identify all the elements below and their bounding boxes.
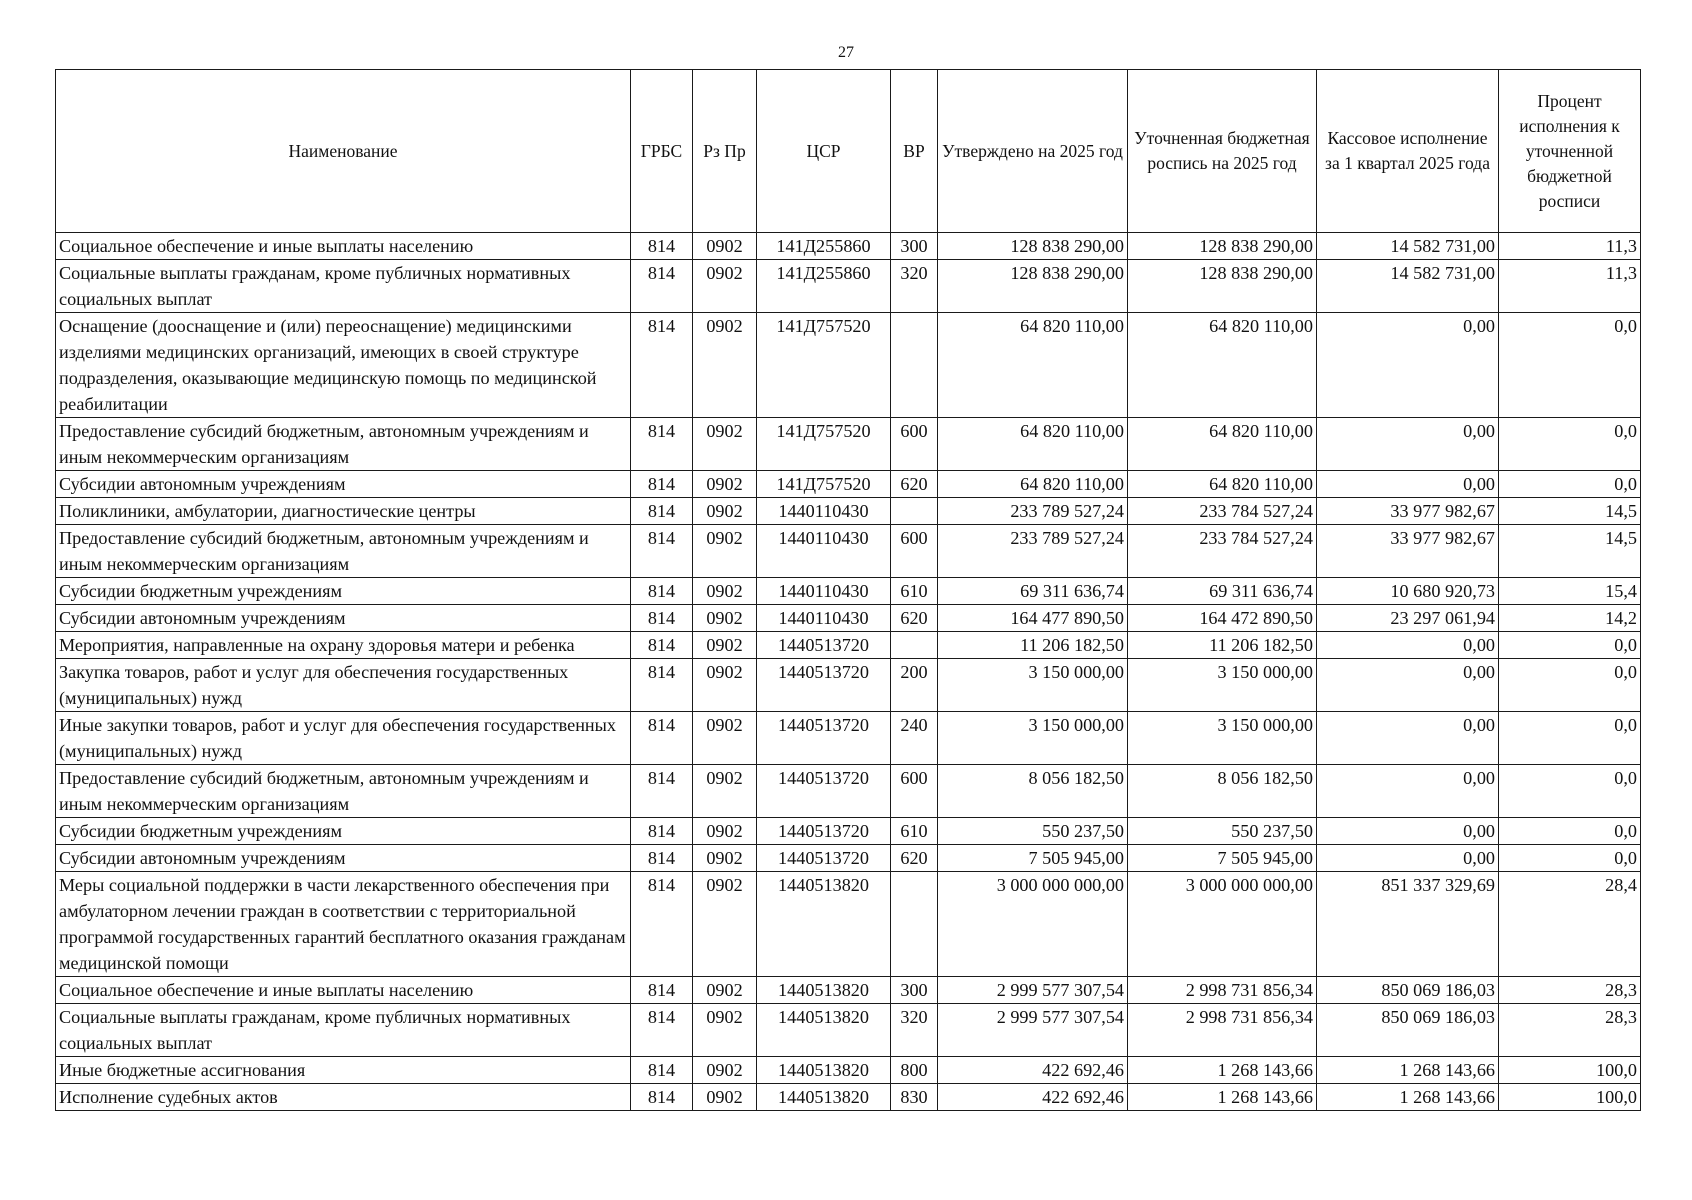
cell-refined: 2 998 731 856,34 — [1128, 977, 1317, 1004]
cell-vr: 320 — [891, 1004, 938, 1057]
cell-csr: 1440513820 — [757, 977, 891, 1004]
cell-rzpr: 0902 — [693, 712, 757, 765]
cell-vr: 620 — [891, 605, 938, 632]
cell-grbs: 814 — [631, 765, 693, 818]
cell-approved: 550 237,50 — [938, 818, 1128, 845]
cell-percent: 0,0 — [1499, 659, 1641, 712]
cell-approved: 69 311 636,74 — [938, 578, 1128, 605]
cell-cash: 0,00 — [1317, 845, 1499, 872]
cell-vr: 600 — [891, 418, 938, 471]
cell-csr: 1440513720 — [757, 632, 891, 659]
cell-vr: 300 — [891, 233, 938, 260]
table-row — [56, 659, 1641, 712]
cell-grbs: 814 — [631, 233, 693, 260]
cell-percent: 14,2 — [1499, 605, 1641, 632]
header-csr: ЦСР — [757, 70, 891, 233]
cell-percent: 28,3 — [1499, 977, 1641, 1004]
table-row — [56, 1004, 1641, 1057]
cell-percent: 0,0 — [1499, 471, 1641, 498]
cell-rzpr: 0902 — [693, 233, 757, 260]
cell-vr: 610 — [891, 578, 938, 605]
cell-name: Поликлиники, амбулатории, диагностические центры — [56, 498, 631, 525]
header-approved: Утверждено на 2025 год — [938, 70, 1128, 233]
table-row — [56, 712, 1641, 765]
cell-csr: 1440110430 — [757, 525, 891, 578]
cell-cash: 850 069 186,03 — [1317, 1004, 1499, 1057]
table-row — [56, 765, 1641, 818]
cell-name: Социальные выплаты гражданам, кроме публичных нормативных социальных выплат — [56, 260, 631, 313]
cell-csr: 141Д255860 — [757, 233, 891, 260]
cell-approved: 64 820 110,00 — [938, 418, 1128, 471]
cell-percent: 100,0 — [1499, 1057, 1641, 1084]
cell-vr: 830 — [891, 1084, 938, 1111]
cell-csr: 1440513720 — [757, 659, 891, 712]
table-row — [56, 260, 1641, 313]
header-grbs: ГРБС — [631, 70, 693, 233]
cell-rzpr: 0902 — [693, 605, 757, 632]
cell-percent: 28,3 — [1499, 1004, 1641, 1057]
cell-approved: 128 838 290,00 — [938, 260, 1128, 313]
cell-percent: 0,0 — [1499, 632, 1641, 659]
cell-name: Субсидии бюджетным учреждениям — [56, 818, 631, 845]
table-row — [56, 632, 1641, 659]
cell-csr: 1440513720 — [757, 845, 891, 872]
cell-approved: 233 789 527,24 — [938, 498, 1128, 525]
cell-vr — [891, 632, 938, 659]
cell-percent: 0,0 — [1499, 418, 1641, 471]
cell-cash: 1 268 143,66 — [1317, 1057, 1499, 1084]
cell-cash: 0,00 — [1317, 313, 1499, 418]
cell-percent: 14,5 — [1499, 525, 1641, 578]
table-row — [56, 1084, 1641, 1111]
cell-percent: 11,3 — [1499, 233, 1641, 260]
cell-percent: 15,4 — [1499, 578, 1641, 605]
cell-csr: 1440513720 — [757, 818, 891, 845]
cell-rzpr: 0902 — [693, 632, 757, 659]
table-row — [56, 818, 1641, 845]
cell-percent: 11,3 — [1499, 260, 1641, 313]
cell-csr: 141Д255860 — [757, 260, 891, 313]
cell-approved: 64 820 110,00 — [938, 313, 1128, 418]
cell-name: Закупка товаров, работ и услуг для обеспечения государственных (муниципальных) нужд — [56, 659, 631, 712]
cell-grbs: 814 — [631, 471, 693, 498]
table-row — [56, 977, 1641, 1004]
cell-vr: 240 — [891, 712, 938, 765]
cell-name: Предоставление субсидий бюджетным, автономным учреждениям и иным некоммерческим организациям — [56, 525, 631, 578]
header-cash: Кассовое исполнение за 1 квартал 2025 года — [1317, 70, 1499, 233]
cell-vr: 300 — [891, 977, 938, 1004]
cell-name: Оснащение (дооснащение и (или) переоснащение) медицинскими изделиями медицинских организаций, имеющих в своей структуре подразделения, оказывающие медицинскую помощь по медицинской реабилитации — [56, 313, 631, 418]
cell-refined: 64 820 110,00 — [1128, 471, 1317, 498]
cell-cash: 33 977 982,67 — [1317, 525, 1499, 578]
cell-rzpr: 0902 — [693, 659, 757, 712]
cell-grbs: 814 — [631, 712, 693, 765]
cell-approved: 7 505 945,00 — [938, 845, 1128, 872]
page-number: 27 — [838, 44, 854, 61]
cell-csr: 1440110430 — [757, 605, 891, 632]
header-vr: ВР — [891, 70, 938, 233]
cell-refined: 64 820 110,00 — [1128, 418, 1317, 471]
cell-grbs: 814 — [631, 313, 693, 418]
cell-rzpr: 0902 — [693, 845, 757, 872]
header-percent: Процент исполнения к уточненной бюджетной росписи — [1499, 70, 1641, 233]
cell-vr — [891, 498, 938, 525]
cell-name: Субсидии автономным учреждениям — [56, 471, 631, 498]
cell-refined: 233 784 527,24 — [1128, 525, 1317, 578]
cell-rzpr: 0902 — [693, 765, 757, 818]
table-row — [56, 498, 1641, 525]
cell-cash: 14 582 731,00 — [1317, 233, 1499, 260]
cell-approved: 422 692,46 — [938, 1057, 1128, 1084]
cell-vr: 600 — [891, 525, 938, 578]
cell-vr — [891, 313, 938, 418]
cell-csr: 1440513820 — [757, 1004, 891, 1057]
cell-rzpr: 0902 — [693, 313, 757, 418]
cell-rzpr: 0902 — [693, 1084, 757, 1111]
cell-rzpr: 0902 — [693, 818, 757, 845]
table-row — [56, 578, 1641, 605]
cell-rzpr: 0902 — [693, 1004, 757, 1057]
cell-refined: 11 206 182,50 — [1128, 632, 1317, 659]
cell-csr: 1440513720 — [757, 765, 891, 818]
cell-name: Предоставление субсидий бюджетным, автономным учреждениям и иным некоммерческим организациям — [56, 765, 631, 818]
cell-percent: 28,4 — [1499, 872, 1641, 977]
cell-cash: 0,00 — [1317, 632, 1499, 659]
cell-rzpr: 0902 — [693, 471, 757, 498]
table-row — [56, 471, 1641, 498]
cell-refined: 3 150 000,00 — [1128, 659, 1317, 712]
table-row — [56, 1057, 1641, 1084]
cell-name: Мероприятия, направленные на охрану здоровья матери и ребенка — [56, 632, 631, 659]
cell-rzpr: 0902 — [693, 578, 757, 605]
cell-approved: 2 999 577 307,54 — [938, 977, 1128, 1004]
cell-grbs: 814 — [631, 578, 693, 605]
cell-grbs: 814 — [631, 1004, 693, 1057]
cell-grbs: 814 — [631, 1084, 693, 1111]
cell-cash: 0,00 — [1317, 471, 1499, 498]
cell-percent: 100,0 — [1499, 1084, 1641, 1111]
cell-grbs: 814 — [631, 818, 693, 845]
cell-grbs: 814 — [631, 260, 693, 313]
cell-refined: 233 784 527,24 — [1128, 498, 1317, 525]
cell-csr: 141Д757520 — [757, 418, 891, 471]
cell-refined: 164 472 890,50 — [1128, 605, 1317, 632]
cell-cash: 0,00 — [1317, 659, 1499, 712]
cell-approved: 3 000 000 000,00 — [938, 872, 1128, 977]
cell-vr: 200 — [891, 659, 938, 712]
cell-name: Субсидии бюджетным учреждениям — [56, 578, 631, 605]
table-row — [56, 313, 1641, 418]
header-rzpr: Рз Пр — [693, 70, 757, 233]
budget-table — [55, 69, 1641, 1111]
cell-approved: 422 692,46 — [938, 1084, 1128, 1111]
cell-grbs: 814 — [631, 418, 693, 471]
cell-cash: 0,00 — [1317, 712, 1499, 765]
cell-refined: 128 838 290,00 — [1128, 233, 1317, 260]
cell-vr: 320 — [891, 260, 938, 313]
cell-vr — [891, 872, 938, 977]
cell-percent: 0,0 — [1499, 818, 1641, 845]
cell-approved: 233 789 527,24 — [938, 525, 1128, 578]
cell-rzpr: 0902 — [693, 498, 757, 525]
cell-name: Социальные выплаты гражданам, кроме публичных нормативных социальных выплат — [56, 1004, 631, 1057]
cell-name: Исполнение судебных актов — [56, 1084, 631, 1111]
cell-name: Предоставление субсидий бюджетным, автономным учреждениям и иным некоммерческим организациям — [56, 418, 631, 471]
cell-grbs: 814 — [631, 1057, 693, 1084]
cell-cash: 1 268 143,66 — [1317, 1084, 1499, 1111]
cell-percent: 0,0 — [1499, 313, 1641, 418]
cell-grbs: 814 — [631, 605, 693, 632]
cell-approved: 64 820 110,00 — [938, 471, 1128, 498]
cell-percent: 0,0 — [1499, 765, 1641, 818]
cell-rzpr: 0902 — [693, 260, 757, 313]
cell-vr: 610 — [891, 818, 938, 845]
cell-rzpr: 0902 — [693, 977, 757, 1004]
cell-grbs: 814 — [631, 659, 693, 712]
cell-percent: 0,0 — [1499, 712, 1641, 765]
cell-grbs: 814 — [631, 872, 693, 977]
cell-csr: 1440110430 — [757, 578, 891, 605]
cell-refined: 3 150 000,00 — [1128, 712, 1317, 765]
cell-cash: 851 337 329,69 — [1317, 872, 1499, 977]
cell-refined: 3 000 000 000,00 — [1128, 872, 1317, 977]
cell-refined: 1 268 143,66 — [1128, 1057, 1317, 1084]
cell-csr: 1440110430 — [757, 498, 891, 525]
cell-percent: 14,5 — [1499, 498, 1641, 525]
cell-refined: 69 311 636,74 — [1128, 578, 1317, 605]
cell-approved: 11 206 182,50 — [938, 632, 1128, 659]
cell-cash: 14 582 731,00 — [1317, 260, 1499, 313]
cell-vr: 620 — [891, 845, 938, 872]
cell-name: Социальное обеспечение и иные выплаты населению — [56, 233, 631, 260]
cell-grbs: 814 — [631, 498, 693, 525]
cell-csr: 141Д757520 — [757, 471, 891, 498]
cell-name: Иные закупки товаров, работ и услуг для обеспечения государственных (муниципальных) нужд — [56, 712, 631, 765]
cell-refined: 128 838 290,00 — [1128, 260, 1317, 313]
cell-vr: 620 — [891, 471, 938, 498]
table-row — [56, 605, 1641, 632]
cell-cash: 0,00 — [1317, 765, 1499, 818]
cell-refined: 550 237,50 — [1128, 818, 1317, 845]
cell-vr: 600 — [891, 765, 938, 818]
cell-approved: 128 838 290,00 — [938, 233, 1128, 260]
header-refined: Уточненная бюджетная роспись на 2025 год — [1128, 70, 1317, 233]
cell-csr: 1440513820 — [757, 1084, 891, 1111]
cell-csr: 1440513820 — [757, 1057, 891, 1084]
cell-cash: 0,00 — [1317, 418, 1499, 471]
cell-approved: 164 477 890,50 — [938, 605, 1128, 632]
cell-cash: 0,00 — [1317, 818, 1499, 845]
cell-refined: 64 820 110,00 — [1128, 313, 1317, 418]
cell-refined: 7 505 945,00 — [1128, 845, 1317, 872]
cell-rzpr: 0902 — [693, 418, 757, 471]
cell-name: Меры социальной поддержки в части лекарственного обеспечения при амбулаторном лечении граждан в соответствии с территориальной программой государственных гарантий бесплатного оказания гражданам медицинской помощи — [56, 872, 631, 977]
cell-grbs: 814 — [631, 845, 693, 872]
header-row — [56, 70, 1641, 233]
cell-grbs: 814 — [631, 632, 693, 659]
header-name: Наименование — [56, 70, 631, 233]
table-row — [56, 418, 1641, 471]
table-row — [56, 845, 1641, 872]
cell-cash: 10 680 920,73 — [1317, 578, 1499, 605]
cell-refined: 1 268 143,66 — [1128, 1084, 1317, 1111]
cell-refined: 2 998 731 856,34 — [1128, 1004, 1317, 1057]
cell-refined: 8 056 182,50 — [1128, 765, 1317, 818]
cell-approved: 3 150 000,00 — [938, 659, 1128, 712]
table-row — [56, 233, 1641, 260]
cell-vr: 800 — [891, 1057, 938, 1084]
cell-csr: 141Д757520 — [757, 313, 891, 418]
cell-cash: 23 297 061,94 — [1317, 605, 1499, 632]
cell-grbs: 814 — [631, 525, 693, 578]
cell-rzpr: 0902 — [693, 872, 757, 977]
cell-approved: 8 056 182,50 — [938, 765, 1128, 818]
cell-approved: 2 999 577 307,54 — [938, 1004, 1128, 1057]
cell-name: Социальное обеспечение и иные выплаты населению — [56, 977, 631, 1004]
cell-approved: 3 150 000,00 — [938, 712, 1128, 765]
table-row — [56, 525, 1641, 578]
cell-cash: 850 069 186,03 — [1317, 977, 1499, 1004]
cell-name: Субсидии автономным учреждениям — [56, 605, 631, 632]
table-body — [56, 233, 1641, 1111]
cell-grbs: 814 — [631, 977, 693, 1004]
cell-csr: 1440513820 — [757, 872, 891, 977]
cell-percent: 0,0 — [1499, 845, 1641, 872]
cell-rzpr: 0902 — [693, 1057, 757, 1084]
cell-csr: 1440513720 — [757, 712, 891, 765]
cell-name: Субсидии автономным учреждениям — [56, 845, 631, 872]
cell-name: Иные бюджетные ассигнования — [56, 1057, 631, 1084]
cell-rzpr: 0902 — [693, 525, 757, 578]
cell-cash: 33 977 982,67 — [1317, 498, 1499, 525]
table-row — [56, 872, 1641, 977]
